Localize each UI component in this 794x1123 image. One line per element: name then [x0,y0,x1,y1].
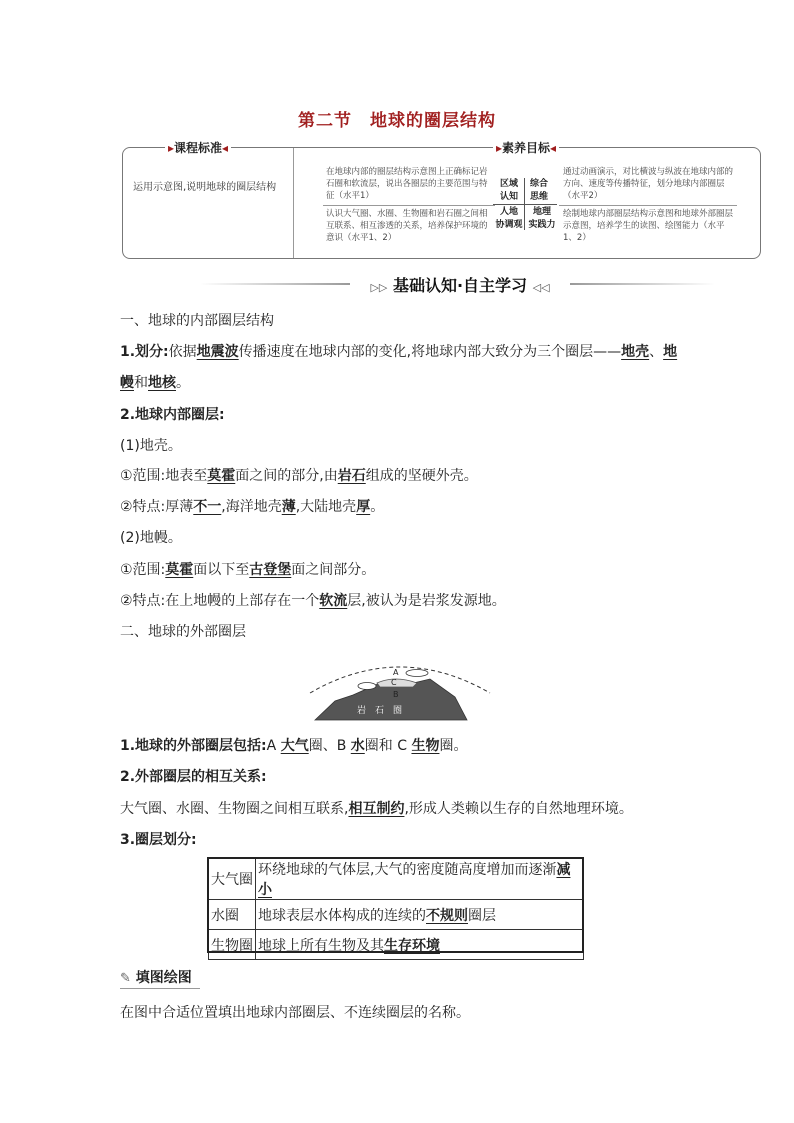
sec2-p2-label: 2.外部圈层的相互关系: [120,769,267,785]
banner-arrow-right-icon: ▷▷ [370,281,388,294]
goal-left-line [323,205,495,206]
mantle-range: ①范围:莫霍面以下至古登堡面之间部分。 [120,562,376,578]
label-c: C [391,678,397,687]
literacy-regional-cognition: 区域 认知 [499,179,518,202]
fill-header-underline [120,988,200,989]
literacy-human-earth: 人地 协调观 [495,207,523,230]
standards-divider [293,148,294,258]
literacy-comprehensive-thinking: 综合 思维 [529,179,548,202]
literacy-practice: 地理 实践力 [528,207,556,230]
section-number: 第二节 [298,111,352,131]
goal-right-line [559,205,737,206]
banner-line-left [200,283,350,285]
sec1-p1-line1: 1.划分:依据地震波传播速度在地球内部的变化,将地球内部大致分为三个圈层——地壳、地 [120,344,678,360]
table-cell-name: 大气圈 [209,859,256,900]
crust-heading: (1)地壳。 [120,438,182,454]
fill-drawing-header: ✎ 填图绘图 [120,967,192,987]
pencil-icon: ✎ [120,971,131,986]
course-standard-text: 运用示意图,说明地球的圈层结构 [133,182,277,193]
section-banner [200,273,715,295]
sec1-p1-line2: 幔和地核。 [120,375,190,391]
spheres-table [208,858,584,960]
table-cell-desc: 地球表层水体构成的连续的不规则圈层 [256,900,584,930]
mantle-feature: ②特点:在上地幔的上部存在一个软流层,被认为是岩浆发源地。 [120,593,506,609]
sec2-heading: 二、地球的外部圈层 [120,624,246,640]
standards-box [122,141,761,259]
section-name: 地球的圈层结构 [370,111,496,131]
snow-cap [377,679,417,687]
table-row [209,930,584,960]
table-cell-name: 生物圈 [209,930,256,960]
banner-arrow-left-icon: ◁◁ [532,281,550,294]
sec1-heading: 一、地球的内部圈层结构 [120,313,274,329]
sec2-p1: 1.地球的外部圈层包括:A 大气圈、B 水圈和 C 生物圈。 [120,738,468,754]
cross-h-line [493,204,557,205]
mantle-heading: (2)地幔。 [120,530,182,546]
goal-right-top: 通过动画演示，对比横波与纵波在地球内部的方向、速度等传播特征，划分地球内部圈层（水平2） [563,167,734,201]
table-cell-desc: 环绕地球的气体层,大气的密度随高度增加而逐渐减小 [256,859,584,900]
crust-range: ①范围:地表至莫霍面之间的部分,由岩石组成的坚硬外壳。 [120,468,478,484]
cloud-right [406,670,428,677]
banner-title: ▷▷ 基础认知·自主学习 ◁◁ [370,276,550,295]
crust-feature: ②特点:厚薄不一,海洋地壳薄,大陆地壳厚。 [120,499,385,515]
sec1-p2-label: 2.地球内部圈层: [120,407,225,423]
label-b: B [393,690,399,699]
label-lithosphere: 岩 石 圈 [357,706,403,716]
literacy-goals-label: ▸素养目标◂ [493,139,559,156]
goal-left-top: 在地球内部的圈层结构示意图上正确标记岩石圈和软流层，说出各圈层的主要范围与特征（水平1） [326,167,488,201]
external-spheres-figure [305,653,495,723]
table-cell-name: 水圈 [209,900,256,930]
course-standard-label: ▸课程标准◂ [165,139,231,156]
label-a: A [393,668,399,677]
goal-right-bottom: 绘制地球内部圈层结构示意图和地球外部圈层示意图，培养学生的读图、绘图能力（水平1、2） [563,209,734,243]
table-row [209,859,584,900]
sec2-p3-label: 3.圈层划分: [120,832,197,848]
cross-v-line [524,178,525,230]
cloud-left [358,683,376,690]
table-row [209,900,584,930]
sec2-p2-text: 大气圈、水圈、生物圈之间相互联系,相互制约,形成人类赖以生存的自然地理环境。 [120,801,633,817]
banner-line-right [570,283,715,285]
goal-left-bottom: 认识大气圈、水圈、生物圈和岩石圈之间相互联系、相互渗透的关系，培养保护环境的意识（水平1、2） [326,209,488,243]
page-title [0,106,794,131]
table-cell-desc: 地球上所有生物及其生存环境 [256,930,584,960]
fill-instruction: 在图中合适位置填出地球内部圈层、不连续圈层的名称。 [120,1005,470,1021]
